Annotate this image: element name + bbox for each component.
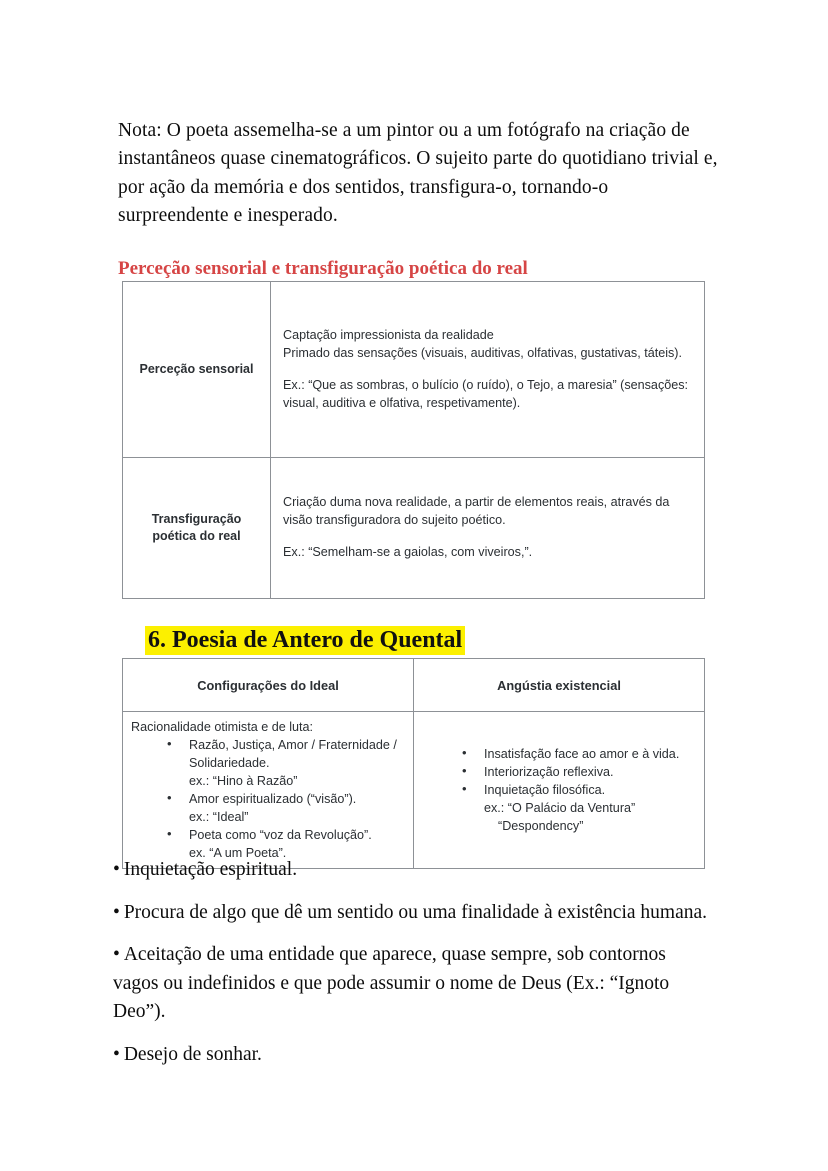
column-header-angustia-existencial: Angústia existencial — [414, 659, 705, 712]
table-row — [123, 282, 705, 458]
cell-example: Ex.: “Que as sombras, o bulício (o ruído), o Tejo, a maresia” (sensações: visual, auditiva e olfativa, respetivamente). — [283, 378, 689, 410]
cell-line: Primado das sensações (visuais, auditivas, olfativas, gustativas, táteis). — [283, 345, 682, 360]
bullet-example-secondary: “Despondency” — [498, 819, 584, 833]
bullet-list-angustia — [428, 745, 698, 835]
bottom-bullet-list — [113, 856, 713, 1083]
list-item — [428, 745, 698, 763]
note-paragraph: Nota: O poeta assemelha-se a um pintor ou a um fotógrafo na criação de instantâneos quase cinematográficos. O sujeito parte do quotidiano trivial e, por ação da memória e dos sentidos, transfigura-o, tornando-o surpreendente e inesperado. — [118, 119, 718, 226]
column-header-configuracoes-do-ideal: Configurações do Ideal — [123, 659, 414, 712]
row-content-percecao-sensorial — [271, 282, 705, 458]
bullet-text: Amor espiritualizado (“visão”). — [189, 792, 357, 806]
bullet-icon: • — [113, 1043, 120, 1065]
row-label-transfiguracao — [123, 458, 271, 599]
bullet-example: ex.: “O Palácio da Ventura” — [484, 801, 636, 815]
section-heading-percecao-sensorial: Perceção sensorial e transfiguração poética do real — [118, 257, 528, 279]
list-item — [428, 781, 698, 835]
row-label-percecao-sensorial: Perceção sensorial — [123, 282, 271, 458]
bottom-list-item — [113, 856, 713, 885]
bullet-example: ex.: “Ideal” — [189, 810, 249, 824]
table-antero-de-quental — [122, 658, 705, 869]
bullet-text: Interiorização reflexiva. — [484, 765, 614, 779]
bottom-list-item — [113, 1041, 713, 1070]
cell-line: Captação impressionista da realidade — [283, 328, 494, 342]
list-item — [131, 736, 407, 790]
bullet-icon: • — [113, 944, 120, 965]
bullet-text: Razão, Justiça, Amor / Fraternidade / Solidariedade. — [189, 738, 397, 770]
bullet-text: Insatisfação face ao amor e à vida. — [484, 747, 680, 761]
bullet-list-ideal — [131, 736, 407, 862]
bullet-icon: • — [113, 901, 120, 923]
cell-angustia-existencial — [414, 712, 705, 869]
label-line: poética do real — [152, 529, 241, 543]
cell-lead-line: Racionalidade otimista e de luta: — [131, 720, 314, 734]
label-line: Transfiguração — [151, 512, 242, 526]
bottom-list-item-text: Procura de algo que dê um sentido ou uma finalidade à existência humana. — [123, 901, 708, 923]
bullet-icon: • — [113, 859, 120, 880]
page-title-poesia-antero — [145, 625, 465, 656]
bullet-text: Poeta como “voz da Revolução”. — [189, 828, 372, 842]
bottom-list-item — [113, 899, 713, 928]
bullet-example: ex.: “Hino à Razão” — [189, 774, 298, 788]
list-item — [131, 790, 407, 826]
bottom-list-item — [113, 941, 713, 1027]
bullet-example: ex. “A um Poeta”. — [189, 846, 287, 860]
highlight-marker: 6. Poesia de Antero de Quental — [145, 626, 465, 655]
cell-paragraph — [283, 327, 694, 362]
table-row — [123, 712, 705, 869]
table-header-row — [123, 659, 705, 712]
cell-example: Ex.: “Semelham-se a gaiolas, com viveiros,”. — [283, 545, 533, 560]
bottom-list-item-text: Inquietação espiritual. — [123, 859, 298, 880]
bottom-list-item-text: Desejo de sonhar. — [123, 1043, 262, 1065]
table-row — [123, 458, 705, 599]
bullet-text: Inquietação filosófica. — [484, 783, 606, 797]
row-content-transfiguracao — [271, 458, 705, 599]
list-item — [428, 763, 698, 781]
table-percecao-sensorial — [122, 281, 705, 599]
cell-paragraph: Criação duma nova realidade, a partir de elementos reais, através da visão transfiguradora do sujeito poético. — [283, 495, 670, 527]
cell-configuracoes-do-ideal — [123, 712, 414, 869]
bottom-list-item-text: Aceitação de uma entidade que aparece, quase sempre, sob contornos vagos ou indefinidos e que pode assumir o nome de Deus (Ex.: “Ignoto Deo”). — [113, 944, 670, 1022]
